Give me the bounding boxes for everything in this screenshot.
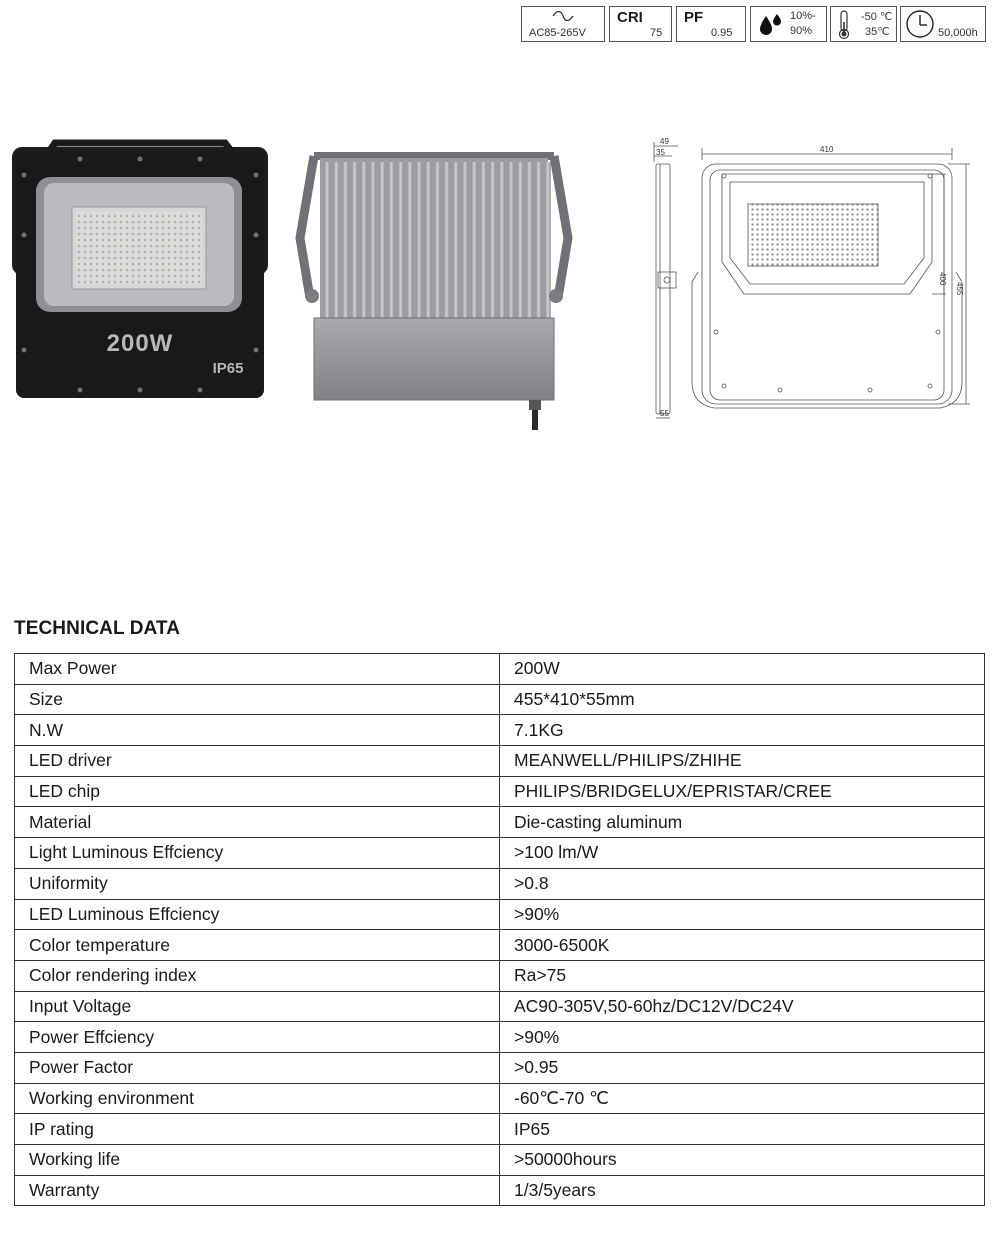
spec-label-cell: LED driver (15, 746, 500, 777)
pf-value: 0.95 (711, 27, 733, 39)
spec-value-cell: >50000hours (500, 1145, 985, 1176)
spec-value-cell: -60℃-70 ℃ (500, 1083, 985, 1114)
spec-cri (609, 6, 672, 42)
humidity-top: 10%- (790, 10, 816, 22)
spec-humidity (750, 6, 827, 42)
floodlight-back-drawing (292, 148, 577, 433)
ac-wave-icon (551, 10, 575, 22)
water-drops-icon (757, 12, 783, 38)
dim-depth-inner: 35 (656, 148, 665, 157)
table-row (15, 1052, 985, 1083)
table-row (15, 1083, 985, 1114)
spec-label-cell: Material (15, 807, 500, 838)
spec-value-cell: >0.95 (500, 1052, 985, 1083)
table-row (15, 654, 985, 685)
voltage-value: AC85-265V (529, 27, 586, 39)
table-row (15, 930, 985, 961)
table-row (15, 1145, 985, 1176)
spec-label-cell: Power Effciency (15, 1022, 500, 1053)
floodlight-front-image (10, 135, 270, 405)
spec-life (900, 6, 986, 42)
floodlight-back-image (292, 148, 577, 433)
table-row (15, 684, 985, 715)
table-row (15, 746, 985, 777)
table-row (15, 899, 985, 930)
cri-value: 75 (650, 27, 663, 39)
spec-value-cell: 3000-6500K (500, 930, 985, 961)
spec-label-cell: Working life (15, 1145, 500, 1176)
table-row (15, 1022, 985, 1053)
spec-value-cell: >90% (500, 1022, 985, 1053)
cri-label: CRI (617, 9, 643, 26)
spec-label-cell: Color temperature (15, 930, 500, 961)
spec-label-cell: Warranty (15, 1175, 500, 1206)
temp-top: -50 ℃ (861, 11, 893, 23)
spec-label-cell: N.W (15, 715, 500, 746)
table-row (15, 960, 985, 991)
spec-label-cell: Max Power (15, 654, 500, 685)
spec-value-cell: Die-casting aluminum (500, 807, 985, 838)
spec-value-cell: >100 lm/W (500, 838, 985, 869)
technical-data-title: TECHNICAL DATA (14, 618, 181, 639)
table-row (15, 838, 985, 869)
spec-value-cell: 200W (500, 654, 985, 685)
spec-voltage (521, 6, 605, 42)
spec-temperature (830, 6, 897, 42)
dim-width: 410 (820, 145, 834, 154)
table-row (15, 807, 985, 838)
front-power-label: 200W (106, 330, 174, 357)
front-ip-label: IP65 (212, 360, 244, 377)
technical-data-table (14, 653, 985, 1206)
table-row (15, 868, 985, 899)
spec-label-cell: Working environment (15, 1083, 500, 1114)
life-value: 50,000h (938, 27, 978, 39)
spec-label-cell: LED Luminous Effciency (15, 899, 500, 930)
spec-value-cell: >0.8 (500, 868, 985, 899)
spec-value-cell: Ra>75 (500, 960, 985, 991)
dimension-drawing-svg (640, 132, 980, 427)
spec-pf (676, 6, 746, 42)
spec-label-cell: Power Factor (15, 1052, 500, 1083)
table-row (15, 1114, 985, 1145)
temp-bottom: 35℃ (865, 26, 890, 38)
dim-height-total: 455 (955, 282, 964, 296)
spec-label-cell: Input Voltage (15, 991, 500, 1022)
spec-value-cell: MEANWELL/PHILIPS/ZHIHE (500, 746, 985, 777)
pf-label: PF (684, 9, 704, 26)
spec-value-cell: >90% (500, 899, 985, 930)
spec-value-cell: AC90-305V,50-60hz/DC12V/DC24V (500, 991, 985, 1022)
table-row (15, 776, 985, 807)
table-row (15, 715, 985, 746)
spec-label-cell: IP rating (15, 1114, 500, 1145)
spec-label-cell: Color rendering index (15, 960, 500, 991)
dimension-drawing (640, 132, 980, 427)
spec-value-cell: 7.1KG (500, 715, 985, 746)
dim-height: 400 (938, 272, 947, 286)
spec-value-cell: IP65 (500, 1114, 985, 1145)
spec-label-cell: LED chip (15, 776, 500, 807)
spec-label-cell: Light Luminous Effciency (15, 838, 500, 869)
spec-label-cell: Size (15, 684, 500, 715)
humidity-bottom: 90% (790, 25, 813, 37)
spec-label-cell: Uniformity (15, 868, 500, 899)
table-row (15, 991, 985, 1022)
spec-value-cell: 1/3/5years (500, 1175, 985, 1206)
dim-bracket: 55 (660, 409, 669, 418)
dim-depth: 49 (660, 137, 669, 146)
floodlight-front-drawing (10, 135, 270, 405)
thermometer-icon (836, 10, 852, 40)
spec-value-cell: PHILIPS/BRIDGELUX/EPRISTAR/CREE (500, 776, 985, 807)
table-row (15, 1175, 985, 1206)
clock-icon (905, 9, 935, 39)
spec-value-cell: 455*410*55mm (500, 684, 985, 715)
